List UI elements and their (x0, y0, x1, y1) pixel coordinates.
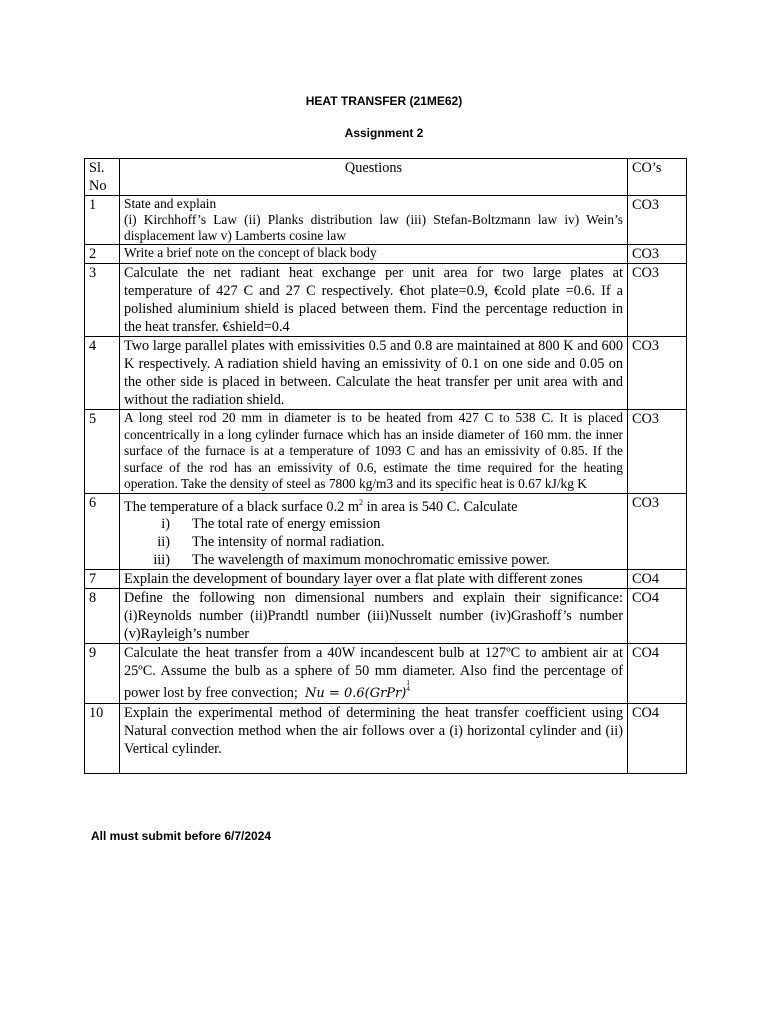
intro-text: The temperature of a black surface 0.2 m (124, 498, 359, 515)
sub-text: The total rate of energy emission (192, 516, 381, 533)
row-number: 5 (85, 410, 120, 494)
question-text: Explain the development of boundary layer over a flat plate with different zones (120, 570, 628, 589)
formula-exponent (406, 680, 410, 692)
question-text: Write a brief note on the concept of black body (120, 245, 628, 264)
question-line: State and explain (124, 196, 217, 211)
co-cell: CO3 (628, 196, 687, 245)
submission-deadline-note: All must submit before 6/7/2024 (91, 829, 272, 843)
exponent-denominator: 4 (406, 685, 410, 694)
row-number: 2 (85, 245, 120, 264)
sub-number: iii) (153, 552, 170, 569)
table-row (85, 493, 687, 570)
row-number: 8 (85, 589, 120, 644)
co-cell: CO4 (628, 589, 687, 644)
row-number: 3 (85, 264, 120, 337)
row-number: 7 (85, 570, 120, 589)
sub-text: The wavelength of maximum monochromatic emissive power. (192, 552, 550, 569)
question-text (120, 493, 628, 570)
question-text: A long steel rod 20 mm in diameter is to be heated from 427 C to 538 C. It is placed concentrically in a long cylinder furnace which has an inside diameter of 160 mm. the inner surface of the furnace is at a temperature of 1093 C and has an emissivity of 0.85. If the surface of the rod has an emissivity of 0.6, estimate the time required for the heating operation. Take the density of steel as 7800 kg/m3 and its specific heat is 0.67 kJ/kg K (120, 410, 628, 494)
co-cell: CO4 (628, 704, 687, 774)
document-title: HEAT TRANSFER (21ME62) (305, 94, 463, 108)
table-row (85, 264, 687, 337)
question-text: Two large parallel plates with emissivities 0.5 and 0.8 are maintained at 800 K and 600 K respectively. A radiation shield having an emissivity of 0.1 on one side and 0.05 on the other side is placed in between. Calculate the heat transfer per unit area with and without the radiation shield. (120, 337, 628, 410)
co-cell: CO4 (628, 570, 687, 589)
header-questions: Questions (120, 159, 628, 196)
table-row (85, 245, 687, 264)
table-row (85, 589, 687, 644)
sub-question-list (124, 515, 623, 569)
list-item (124, 533, 623, 551)
table-header-row (85, 159, 687, 196)
list-item (124, 551, 623, 569)
header-sl-no: Sl. No (85, 159, 120, 196)
question-text (120, 196, 628, 245)
table-row (85, 337, 687, 410)
co-cell: CO3 (628, 245, 687, 264)
table-row (85, 704, 687, 774)
sub-text: The intensity of normal radiation. (192, 534, 385, 551)
co-cell: CO3 (628, 264, 687, 337)
superscript: 2 (359, 497, 363, 507)
sub-number: i) (161, 516, 170, 533)
row-number: 6 (85, 493, 120, 570)
row-number: 4 (85, 337, 120, 410)
question-intro (124, 494, 623, 516)
row-number: 1 (85, 196, 120, 245)
table-row (85, 570, 687, 589)
sub-number: ii) (157, 534, 170, 551)
exponent-numerator: 1 (406, 679, 410, 688)
question-body: Calculate the heat transfer from a 40W incandescent bulb at 127ºC to ambient air at 25ºC. Assume the bulb as a sphere of 50 mm diameter. Also find the percentage of power lost by free convection; (124, 645, 623, 702)
question-line: (i) Kirchhoff’s Law (ii) Planks distribution law (iii) Stefan-Boltzmann law iv) Wein’s displacement law v) Lamberts cosine law (124, 212, 623, 243)
question-text (120, 644, 628, 704)
questions-table (84, 158, 687, 774)
co-cell: CO3 (628, 410, 687, 494)
row-number: 9 (85, 644, 120, 704)
question-text: Calculate the net radiant heat exchange per unit area for two large plates at temperature of 427 C and 27 C respectively. €hot plate=0.9, €cold plate =0.6. If a polished aluminium shield is placed between them. Find the percentage reduction in the heat transfer. €shield=0.4 (120, 264, 628, 337)
co-cell: CO3 (628, 337, 687, 410)
table-row (85, 644, 687, 704)
question-text: Define the following non dimensional numbers and explain their significance: (i)Reynolds number (ii)Prandtl number (iii)Nusselt number (iv)Grashoff’s number (v)Rayleigh’s number (120, 589, 628, 644)
question-text: Explain the experimental method of determining the heat transfer coefficient using Natural convection method when the air follows over a (i) horizontal cylinder and (ii) Vertical cylinder. (120, 704, 628, 774)
intro-text: in area is 540 C. Calculate (363, 498, 518, 515)
table-row (85, 196, 687, 245)
header-cos: CO’s (628, 159, 687, 196)
table-row (85, 410, 687, 494)
co-cell: CO4 (628, 644, 687, 704)
nusselt-formula: Nu = 0.6(GrPr) (305, 686, 407, 702)
co-cell: CO3 (628, 493, 687, 570)
row-number: 10 (85, 704, 120, 774)
list-item (124, 515, 623, 533)
document-subtitle: Assignment 2 (344, 126, 424, 140)
